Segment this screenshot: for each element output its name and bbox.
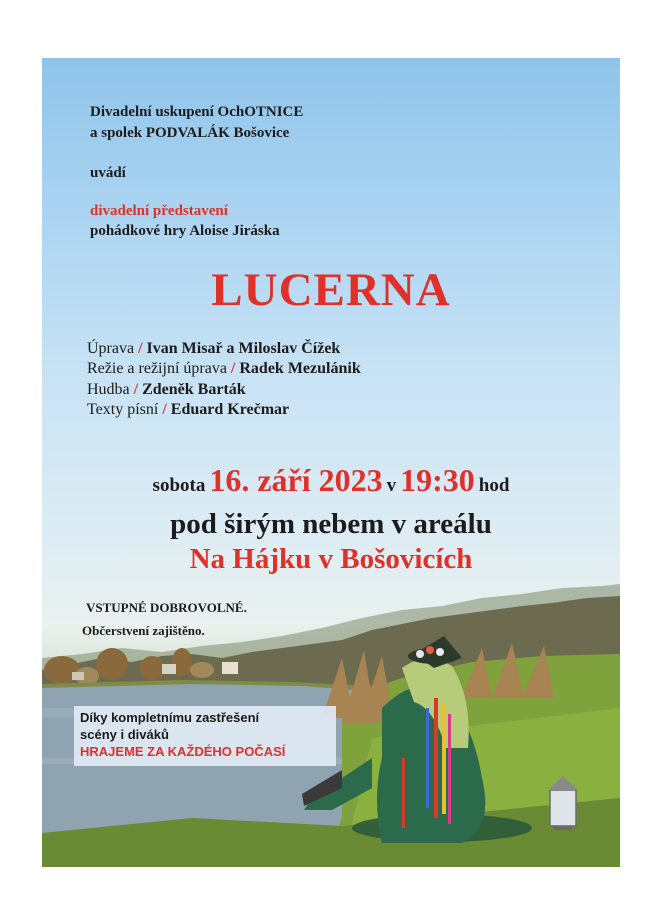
genre-line-2: pohádkové hry Aloise Jiráska	[90, 223, 280, 239]
event-at: v	[386, 475, 397, 496]
credit-line	[87, 340, 340, 358]
credit-separator: /	[129, 381, 143, 398]
notice-line-1: Díky kompletnímu zastřešení	[80, 710, 260, 725]
event-datetime	[42, 462, 620, 499]
notice-line-3: HRAJEME ZA KAŽDÉHO POČASÍ	[80, 744, 286, 759]
credit-separator: /	[158, 401, 171, 418]
credit-person: Radek Mezulánik	[239, 360, 361, 377]
credit-person: Eduard Krečmar	[170, 401, 290, 418]
notice-line-2: scény i diváků	[80, 727, 169, 742]
credit-separator: /	[134, 340, 147, 357]
entry-fee: VSTUPNÉ DOBROVOLNÉ.	[86, 600, 247, 615]
credit-role: Úprava	[87, 340, 135, 357]
credit-line	[87, 401, 289, 419]
credit-role: Texty písní	[87, 401, 159, 418]
credit-person: Ivan Misař a Miloslav Čížek	[146, 340, 341, 357]
credit-line	[87, 360, 361, 378]
venue-line-1: pod širým nebem v areálu	[170, 508, 492, 540]
credit-role: Hudba	[87, 381, 130, 398]
poster	[42, 58, 620, 867]
event-date: 16. září 2023	[209, 462, 383, 498]
refreshments-note: Občerstvení zajištěno.	[82, 623, 205, 638]
credit-person: Zdeněk Barták	[142, 381, 246, 398]
presents-label: uvádí	[90, 165, 126, 181]
event-time: 19:30	[400, 462, 475, 498]
venue-line-2: Na Hájku v Bošovicích	[189, 543, 473, 575]
organizer-line-1: Divadelní uskupení OchOTNICE	[90, 104, 304, 120]
weather-notice-box	[74, 706, 336, 766]
credit-role: Režie a režijní úprava	[87, 360, 227, 377]
credit-line	[87, 381, 246, 399]
genre-line-1: divadelní představení	[90, 203, 228, 219]
play-title: LUCERNA	[211, 264, 451, 316]
organizer-line-2: a spolek PODVALÁK Bošovice	[90, 125, 290, 141]
credit-separator: /	[226, 360, 240, 377]
event-time-unit: hod	[478, 475, 510, 496]
event-day: sobota	[152, 475, 206, 496]
